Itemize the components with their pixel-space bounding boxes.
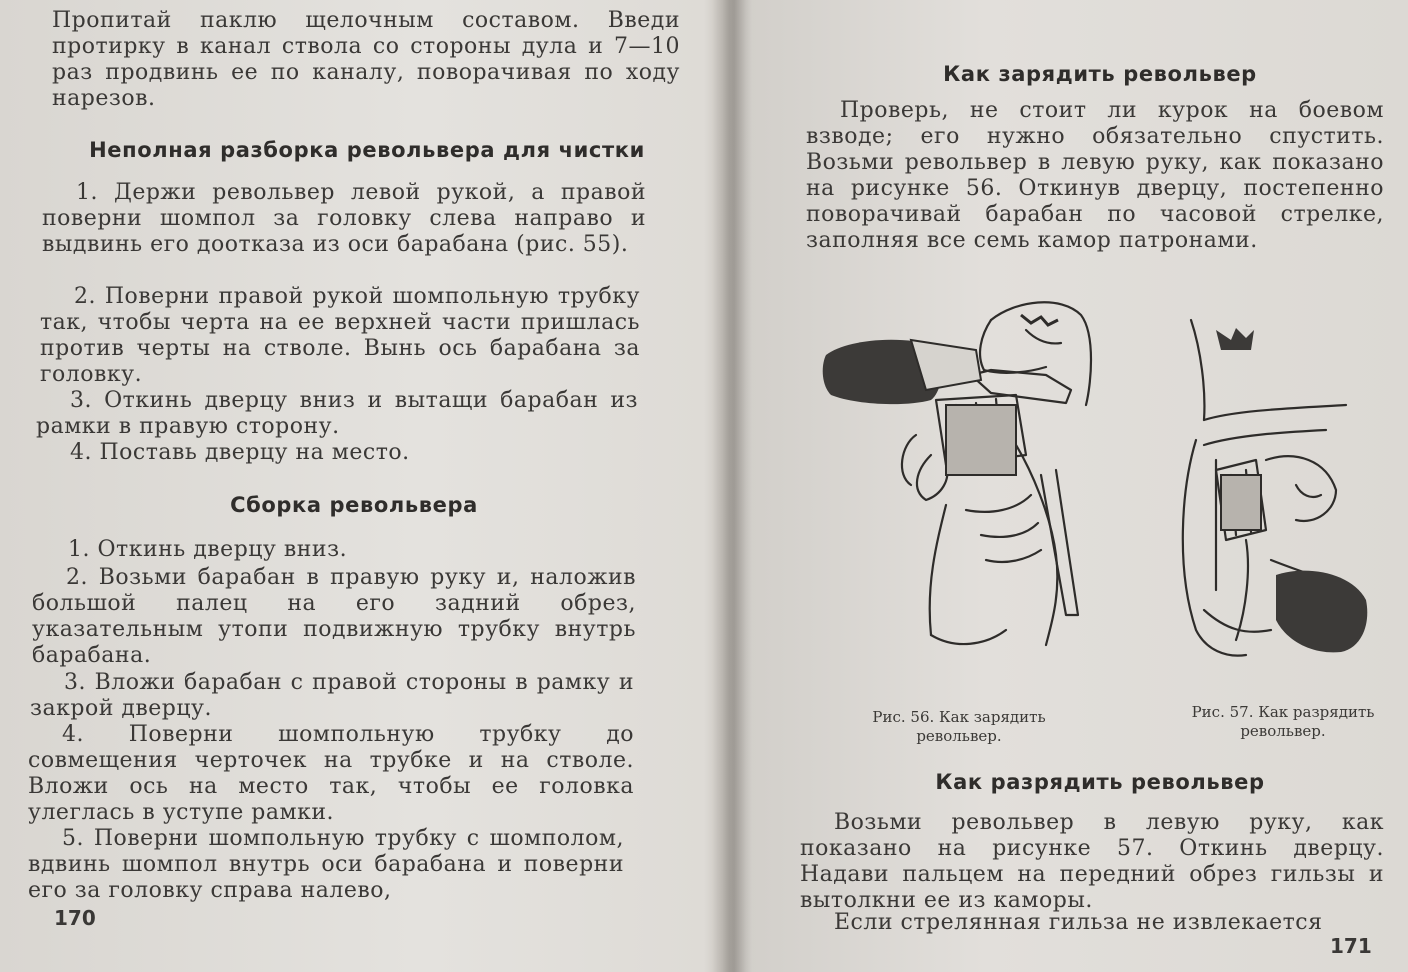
- figure-56-caption: Рис. 56. Как зарядить револьвер.: [872, 708, 1046, 745]
- figure-56-loading-illustration: [816, 295, 1116, 655]
- right-page-number: 171: [1330, 934, 1372, 958]
- disassembly-step-1: 1. Держи револьвер левой рукой, а правой поверни шомпол за головку слева направо и выдвинь его доотказа из оси барабана (рис. 55).: [42, 180, 646, 257]
- book-gutter: [712, 0, 752, 972]
- right-heading-load: Как зарядить револьвер: [943, 62, 1257, 86]
- assembly-step-2: 2. Возьми барабан в правую руку и, наложив большой палец на его задний обрез, указательным утопи подвижную трубку внутрь барабана.: [32, 565, 636, 668]
- assembly-step-1: 1. Откинь дверцу вниз.: [68, 537, 348, 562]
- assembly-step-4: 4. Поверни шомпольную трубку до совмещения черточек на трубке и на стволе. Вложи ось на место так, чтобы ее головка улеглась в уступе рамки.: [28, 722, 634, 825]
- left-heading-disassembly: Неполная разборка револьвера для чистки: [89, 138, 645, 162]
- left-heading-assembly: Сборка револьвера: [230, 493, 478, 517]
- left-page-number: 170: [54, 906, 96, 930]
- disassembly-step-2: 2. Поверни правой рукой шомпольную трубку так, чтобы черта на ее верхней части пришлась против черты на стволе. Вынь ось барабана за головку.: [40, 284, 640, 387]
- left-page: [28, 0, 680, 972]
- load-paragraph: Проверь, не стоит ли курок на боевом взводе; его нужно обязательно спустить. Возьми револьвер в левую руку, как показано на рисунке 56. Откинув дверцу, постепенно поворачивай барабан по часовой стрелке, заполняя все семь камор патронами.: [806, 98, 1384, 253]
- figure-57-unloading-illustration: [1176, 310, 1386, 660]
- left-intro-paragraph: Пропитай паклю щелочным составом. Введи протирку в канал ствола со стороны дула и 7—10 раз продвинь ее по каналу, поворачивая по ходу нарезов.: [52, 8, 680, 111]
- assembly-step-5: 5. Поверни шомпольную трубку с шомполом, вдвинь шомпол внутрь оси барабана и поверни его за головку справа налево,: [28, 826, 624, 903]
- unload-continuation-paragraph: Если стрелянная гильза не извлекается: [834, 910, 1323, 935]
- disassembly-step-3: 3. Откинь дверцу вниз и вытащи барабан из рамки в правую сторону.: [36, 388, 638, 439]
- assembly-step-3: 3. Вложи барабан с правой стороны в рамку и закрой дверцу.: [30, 670, 634, 721]
- disassembly-step-4: 4. Поставь дверцу на место.: [70, 440, 410, 465]
- right-page: [800, 0, 1390, 972]
- figure-57-caption: Рис. 57. Как разрядить револьвер.: [1191, 703, 1375, 740]
- unload-paragraph: Возьми револьвер в левую руку, как показано на рисунке 57. Откинь дверцу. Надави пальцем на передний обрез гильзы и вытолкни ее из каморы.: [800, 810, 1384, 913]
- right-heading-unload: Как разрядить револьвер: [935, 770, 1265, 794]
